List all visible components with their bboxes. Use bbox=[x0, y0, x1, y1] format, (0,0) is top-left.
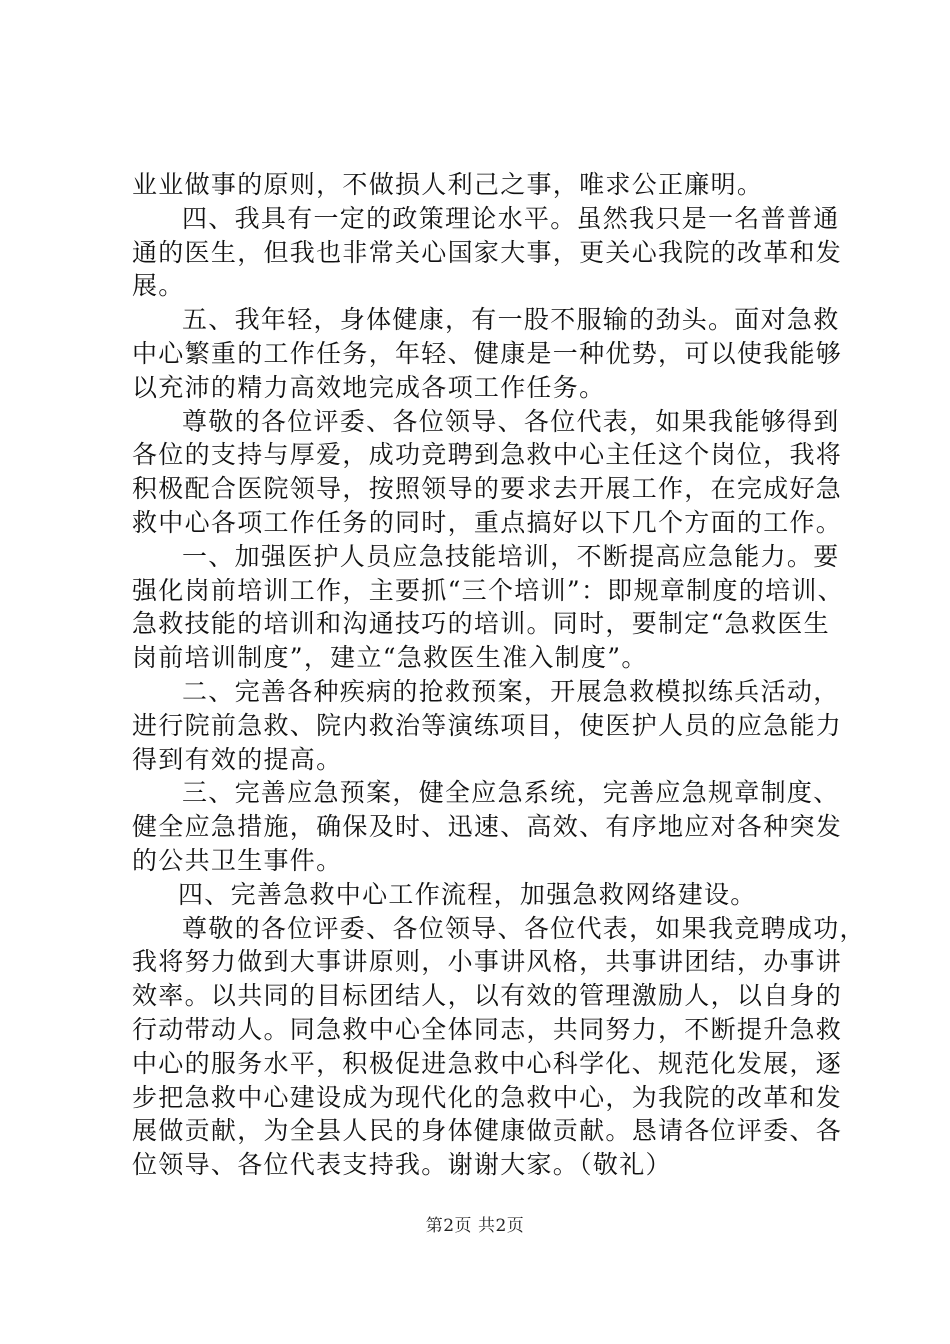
text-line: 展。 bbox=[132, 271, 185, 301]
paragraph-start: 四、完善急救中心工作流程，加强急救网络建设。 bbox=[178, 879, 757, 909]
text-line: 通的医生，但我也非常关心国家大事，更关心我院的改革和发 bbox=[132, 237, 843, 267]
text-line: 行动带动人。同急救中心全体同志，共同努力，不断提升急救 bbox=[132, 1014, 843, 1044]
text-line: 的公共卫生事件。 bbox=[132, 845, 343, 875]
text-line: 得到有效的提高。 bbox=[132, 744, 343, 774]
text-line: 效率。以共同的目标团结人，以有效的管理激励人，以自身的 bbox=[132, 981, 843, 1011]
text-line: 急救技能的培训和沟通技巧的培训。同时，要制定“急救医生 bbox=[132, 609, 830, 639]
paragraph-start: 一、加强医护人员应急技能培训，不断提高应急能力。要 bbox=[182, 541, 840, 571]
text-line: 步把急救中心建设成为现代化的急救中心，为我院的改革和发 bbox=[132, 1082, 843, 1112]
paragraph-start: 尊敬的各位评委、各位领导、各位代表，如果我能够得到 bbox=[182, 406, 840, 436]
text-line: 位领导、各位代表支持我。谢谢大家。（敬礼） bbox=[132, 1150, 672, 1180]
paragraph-start: 二、完善各种疾病的抢救预案，开展急救模拟练兵活动， bbox=[182, 676, 840, 706]
text-line: 救中心各项工作任务的同时，重点搞好以下几个方面的工作。 bbox=[132, 507, 843, 537]
text-line: 各位的支持与厚爱，成功竞聘到急救中心主任这个岗位，我将 bbox=[132, 440, 843, 470]
text-line: 业业做事的原则，不做损人利己之事，唯求公正廉明。 bbox=[132, 170, 764, 199]
page-number-footer: 第2页 共2页 bbox=[425, 1216, 525, 1236]
paragraph-start: 三、完善应急预案，健全应急系统，完善应急规章制度、 bbox=[182, 778, 840, 808]
text-line: 中心繁重的工作任务，年轻、健康是一种优势，可以使我能够 bbox=[132, 338, 843, 368]
text-line: 展做贡献，为全县人民的身体健康做贡献。恳请各位评委、各 bbox=[132, 1116, 843, 1146]
text-line: 积极配合医院领导，按照领导的要求去开展工作，在完成好急 bbox=[132, 474, 843, 504]
paragraph-start: 尊敬的各位评委、各位领导、各位代表，如果我竞聘成功， bbox=[182, 913, 866, 943]
text-line: 我将努力做到大事讲原则，小事讲风格，共事讲团结，办事讲 bbox=[132, 947, 843, 977]
text-line: 健全应急措施，确保及时、迅速、高效、有序地应对各种突发 bbox=[132, 812, 843, 842]
document-body bbox=[132, 168, 866, 1182]
text-line: 进行院前急救、院内救治等演练项目，使医护人员的应急能力 bbox=[132, 710, 843, 740]
text-line: 强化岗前培训工作，主要抓“三个培训”：即规章制度的培训、 bbox=[132, 575, 844, 605]
text-line: 中心的服务水平，积极促进急救中心科学化、规范化发展，逐 bbox=[132, 1048, 843, 1078]
paragraph-start: 四、我具有一定的政策理论水平。虽然我只是一名普普通 bbox=[182, 203, 840, 233]
text-line: 岗前培训制度”，建立“急救医生准入制度”。 bbox=[132, 643, 648, 673]
paragraph-start: 五、我年轻，身体健康，有一股不服输的劲头。面对急救 bbox=[182, 305, 840, 335]
text-line: 以充沛的精力高效地完成各项工作任务。 bbox=[132, 372, 606, 402]
